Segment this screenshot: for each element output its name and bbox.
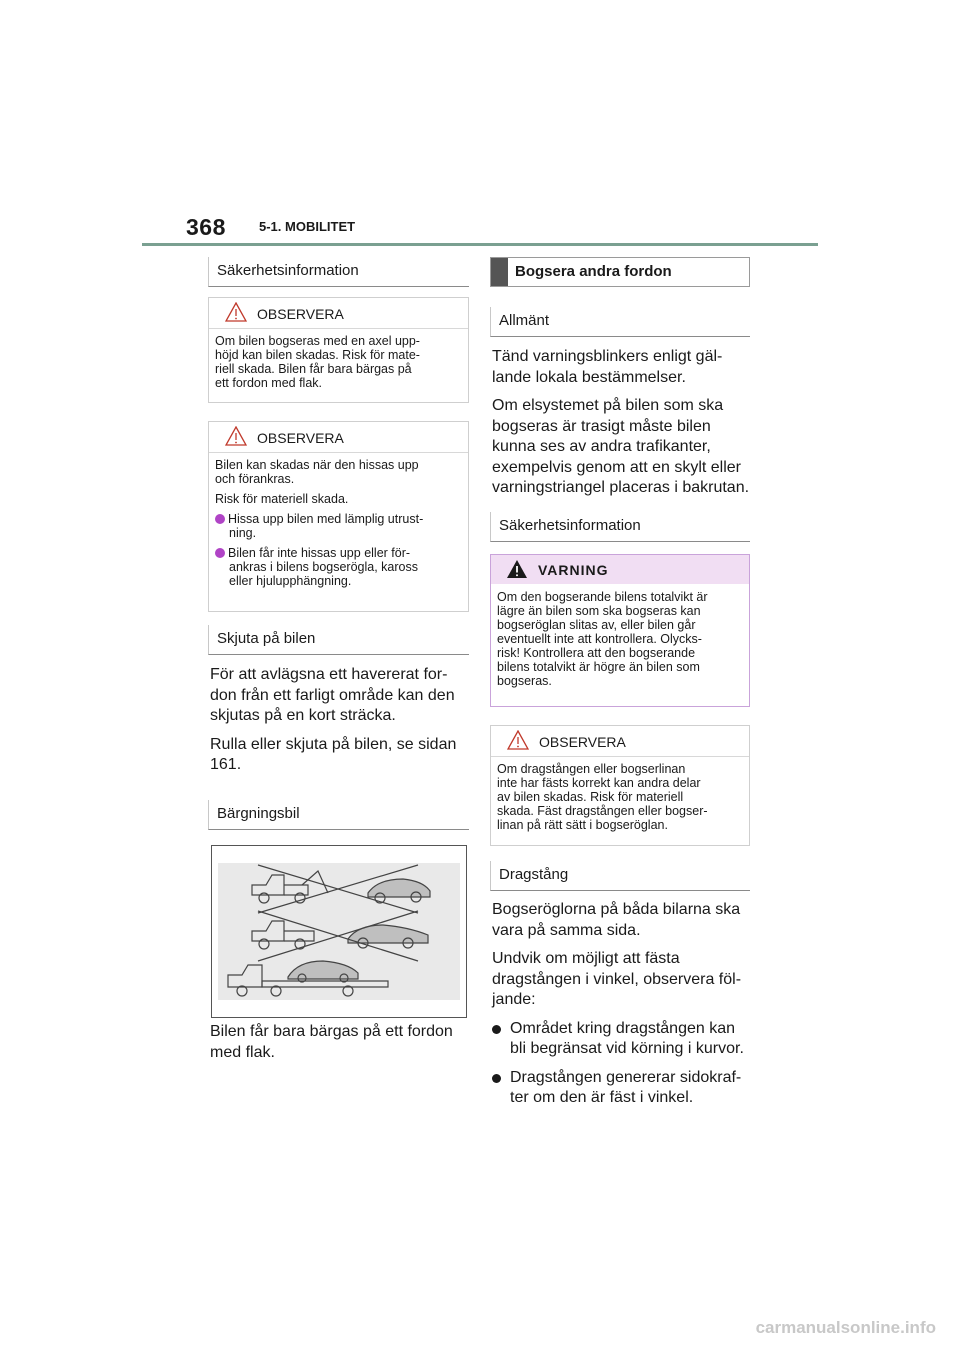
bullet-icon [492,1025,501,1034]
safety-info-heading: Säkerhetsinformation [208,257,469,287]
safety-info-heading-right: Säkerhetsinformation [490,512,750,542]
general-text: Tänd varningsblinkers enligt gäl- lande lokala bestämmelser. Om elsystemet på bilen som ska bogseras är trasigt måste bilen kunna ses av andra trafikanter, exempelvis genom att en skylt eller varningstriangel placeras i bakrutan. [492,348,750,496]
figure-caption: Bilen får bara bärgas på ett fordon med flak. [210,1023,453,1061]
bullet-icon [215,548,225,558]
caution-triangle-icon [507,730,529,750]
push-text: För att avlägsna ett havererat for- don från ett farligt område kan den skjutas på en kort sträcka. Rulla eller skjuta på bilen, se sidan 161. [210,666,457,773]
notice-title: OBSERVERA [257,430,344,446]
tow-truck-heading: Bärgningsbil [208,800,469,830]
warning-triangle-icon [506,559,528,579]
watermark: carmanualsonline.info [755,1318,936,1337]
notice-box-3: OBSERVERA Om dragstången eller bogserlinan inte har fästs korrekt kan andra delar av bilen skadas. Risk för materiell skada. Fäst dragstången eller bogser- linan på rätt sätt i bogseröglan. [490,725,750,846]
bullet-icon [492,1074,501,1083]
tow-truck-figure [211,845,467,1018]
notice-box-1: OBSERVERA Om bilen bogseras med en axel upp- höjd kan bilen skadas. Risk för mate- riell skada. Bilen får bara bärgas på ett fordon med flak. [208,297,469,403]
bullet-icon [215,514,225,524]
push-car-heading: Skjuta på bilen [208,625,469,655]
caution-triangle-icon [225,302,247,322]
caution-triangle-icon [225,426,247,446]
warning-title: VARNING [538,562,609,578]
page-number: 368 [186,214,226,240]
notice-title: OBSERVERA [539,734,626,750]
towbar-text: Bogseröglorna på båda bilarna ska vara på samma sida. Undvik om möjligt att fästa dragstången i vinkel, observera föl- jande: Området kring dragstången kan bli begränsat vid körning i kurvor. Dragstången genererar sidokraf- ter om den är fäst i vinkel. [492,900,754,1109]
section-title: 5-1. MOBILITET [259,219,356,234]
towbar-heading: Dragstång [490,861,750,891]
general-heading: Allmänt [490,307,750,337]
notice-title: OBSERVERA [257,306,344,322]
tow-other-vehicles-heading: Bogsera andra fordon [490,257,750,287]
list-item: Området kring dragstången kan bli begränsat vid körning i kurvor. [492,1019,754,1060]
warning-box: VARNING Om den bogserande bilens totalvikt är lägre än bilen som ska bogseras kan bogseröglan slitas av, eller bilen går eventuellt inte att kontrollera. Olycks- risk! Kontrollera att den bogserande bilens totalvikt är högre än bilen som bogseras. [490,554,750,707]
notice-box-2: OBSERVERA Bilen kan skadas när den hissas upp och förankras. Risk för materiell skada. Hissa upp bilen med lämplig utrust- ning. Bilen får inte hissas upp eller för- ankras i bilens bogserögla, kaross eller hjulupphängning. [208,421,469,612]
list-item: Dragstången genererar sidokraf- ter om den är fäst i vinkel. [492,1068,754,1109]
header-rule [142,243,818,246]
tow-truck-illustration [218,863,462,1000]
